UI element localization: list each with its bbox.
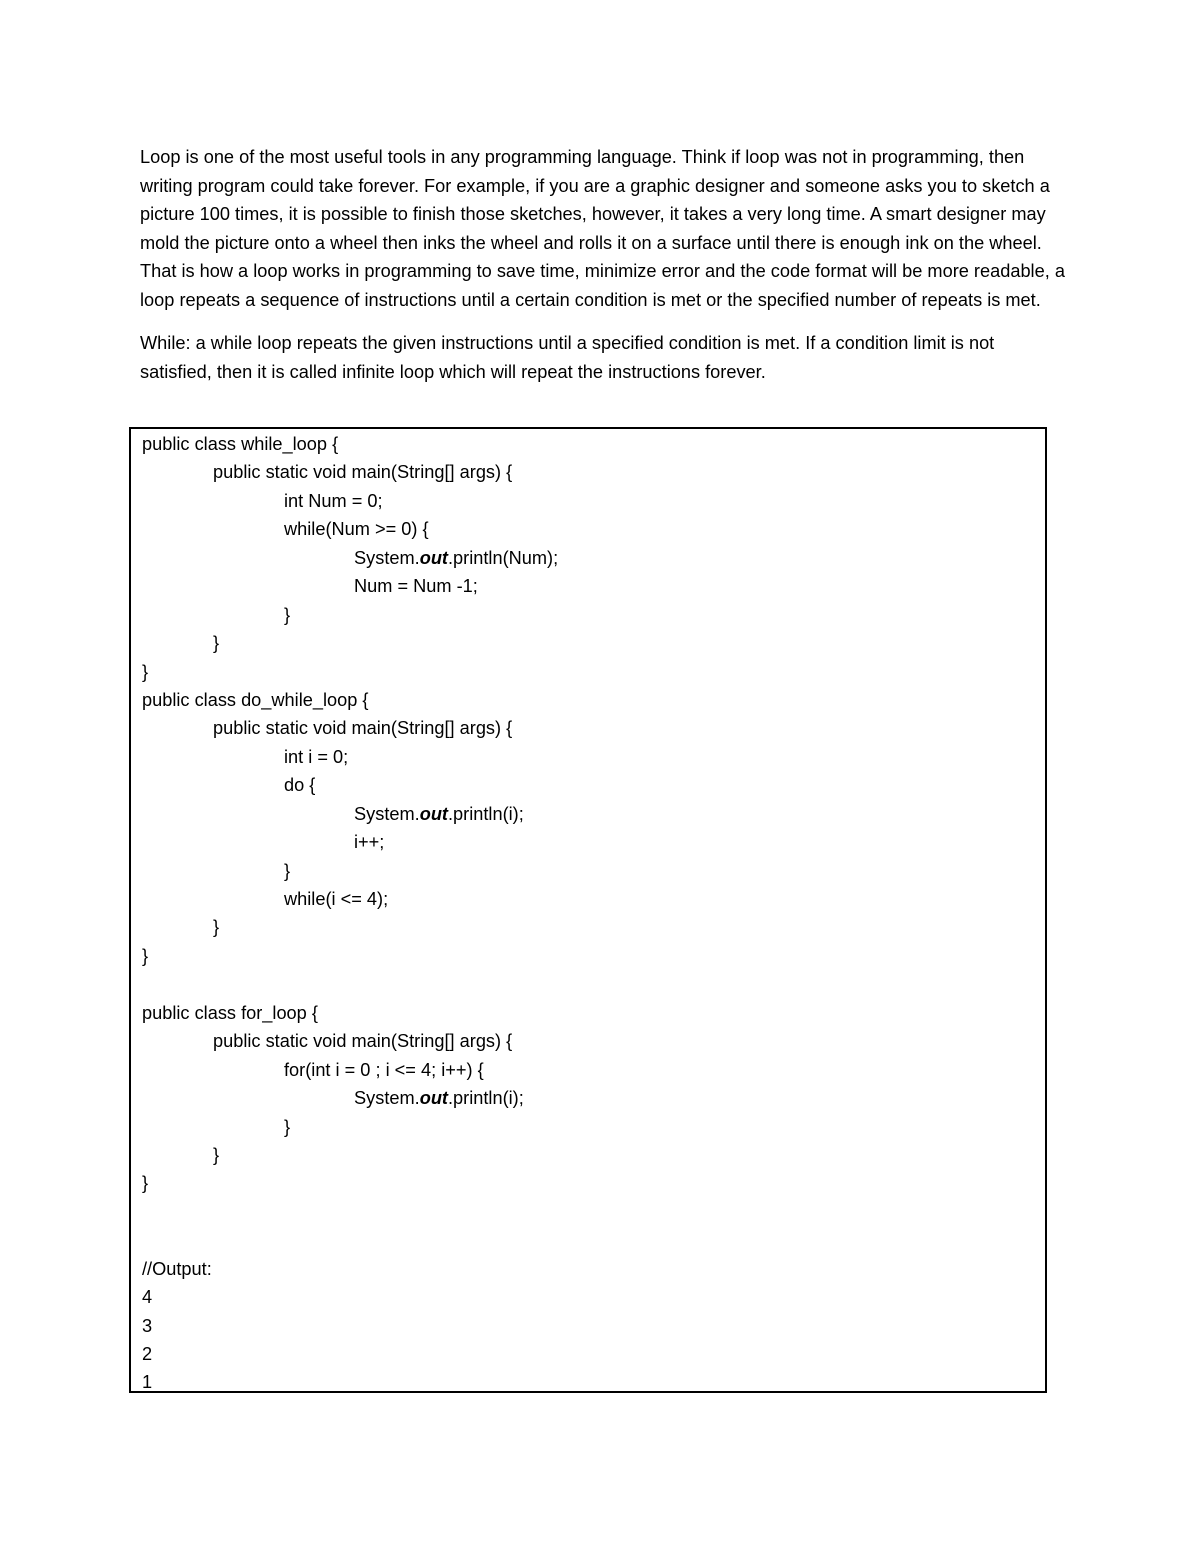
code-lines [142, 430, 1037, 1397]
code-line-blank [142, 1198, 1037, 1226]
code-token: System. [354, 547, 420, 568]
code-line: } [142, 945, 149, 966]
code-token: System. [354, 803, 420, 824]
output-value: 2 [142, 1344, 153, 1364]
code-line: while(i <= 4); [284, 889, 389, 909]
code-line: for(int i = 0 ; i <= 4; i++) { [284, 1059, 484, 1080]
code-line: public static void main(String[] args) { [213, 462, 513, 483]
code-line: public static void main(String[] args) { [213, 718, 513, 739]
code-line-blank [142, 970, 1037, 998]
code-line: } [284, 604, 291, 625]
code-line: } [284, 860, 291, 881]
code-line: } [284, 1116, 291, 1137]
output-value: 3 [142, 1315, 153, 1336]
code-line: do { [284, 775, 316, 796]
code-line: } [213, 633, 220, 654]
code-line: } [213, 917, 220, 938]
code-line: public class for_loop { [142, 1002, 318, 1023]
code-line-blank [142, 1226, 1037, 1254]
code-line: while(Num >= 0) { [284, 519, 429, 540]
code-token-out: out [419, 547, 448, 568]
code-line: int i = 0; [284, 746, 349, 767]
output-value: 4 [142, 1287, 153, 1308]
code-line: } [142, 661, 149, 682]
code-token: .println(Num); [447, 547, 559, 568]
code-token-out: out [419, 803, 448, 824]
paragraph-loop-intro: Loop is one of the most useful tools in any programming language. Think if loop was not in programming, then writing program could take forever. For example, if you are a graphic designer and someone asks you to sketch a picture 100 times, it is possible to finish those sketches, however, it takes a very long time. A smart designer may mold the picture onto a wheel then inks the wheel and rolls it on a surface until there is enough ink on the wheel. That is how a loop works in programming to save time, minimize error and the code format will be more readable, a loop repeats a sequence of instructions until a certain condition is met or the specified number of repeats is met. [140, 147, 1065, 310]
output-label: //Output: [142, 1258, 212, 1279]
code-line [142, 544, 1037, 572]
code-line: } [213, 1144, 220, 1165]
code-token: .println(i); [447, 1088, 524, 1109]
code-token-out: out [419, 1088, 448, 1109]
paragraph-while-description: While: a while loop repeats the given instructions until a specified condition is met. If a condition limit is not satisfied, then it is called infinite loop which will repeat the instructions forever. [140, 333, 995, 382]
code-line [142, 1084, 1037, 1112]
code-token: System. [354, 1088, 420, 1109]
code-line: int Num = 0; [284, 490, 383, 511]
code-line: public static void main(String[] args) { [213, 1031, 513, 1052]
code-line: Num = Num -1; [354, 576, 478, 597]
intro-text [140, 143, 1065, 386]
output-value: 1 [142, 1372, 153, 1393]
code-line: i++; [354, 832, 385, 853]
code-line: public class while_loop { [142, 434, 339, 454]
code-line [142, 800, 1037, 828]
code-block [129, 427, 1047, 1393]
code-token: .println(i); [447, 803, 524, 824]
code-line: } [142, 1173, 149, 1194]
code-line: public class do_while_loop { [142, 689, 369, 710]
